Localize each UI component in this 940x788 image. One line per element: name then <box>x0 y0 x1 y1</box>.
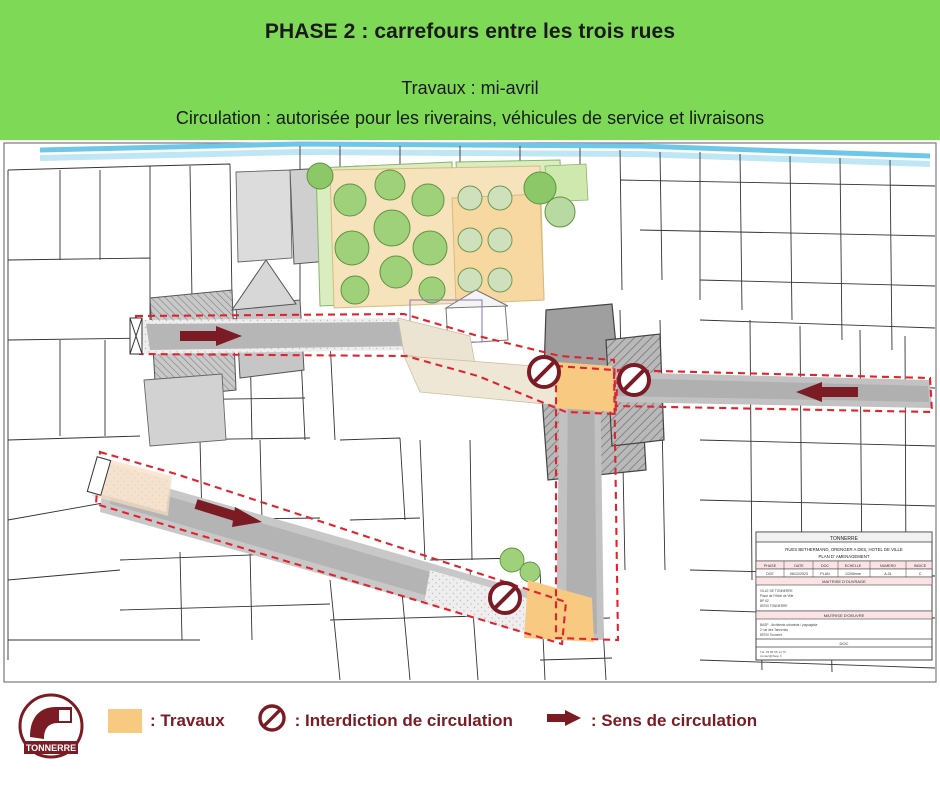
svg-text:2 rue des Tanneries: 2 rue des Tanneries <box>760 628 788 632</box>
svg-text:DCE: DCE <box>766 572 774 576</box>
no-entry-marker-3 <box>490 583 520 613</box>
legend-items <box>108 703 789 738</box>
svg-text:PLAN: PLAN <box>820 572 830 576</box>
svg-text:BP 62: BP 62 <box>760 599 769 603</box>
tonnerre-logo <box>18 693 84 759</box>
svg-text:INDICE: INDICE <box>913 564 927 568</box>
svg-text:BASP - Architecte-urbaniste /: BASP - Architecte-urbaniste / paysagiste <box>760 623 818 627</box>
no-entry-icon <box>257 703 287 738</box>
svg-text:A-01: A-01 <box>884 572 892 576</box>
svg-text:MAITRISE D'OUVRAGE: MAITRISE D'OUVRAGE <box>822 579 866 584</box>
legend-item-interdiction <box>257 703 513 738</box>
page-title: PHASE 2 : carrefours entre les trois rues <box>264 20 676 43</box>
svg-text:89700 TONNERRE: 89700 TONNERRE <box>760 604 788 608</box>
svg-text:RUES BETHERMAND, ORENGER A DES: RUES BETHERMAND, ORENGER A DES, HOTEL DE VILLE <box>785 547 903 552</box>
svg-text:MAITRISE D'OEUVRE: MAITRISE D'OEUVRE <box>823 613 865 618</box>
svg-text:VILLE DE TONNERRE: VILLE DE TONNERRE <box>760 589 793 593</box>
legend-item-sens <box>545 707 757 734</box>
svg-text:Place de l'Hôtel de Ville: Place de l'Hôtel de Ville <box>760 594 794 598</box>
svg-text:Tél. 03 86 55 14 75: Tél. 03 86 55 14 75 <box>760 650 786 654</box>
svg-text:06/12/2023: 06/12/2023 <box>790 572 808 576</box>
legend-label-travaux: : Travaux <box>150 710 225 730</box>
arrow-icon <box>545 707 583 734</box>
works-swatch-icon <box>108 709 142 733</box>
svg-text:89700 Tonnerre: 89700 Tonnerre <box>760 633 783 637</box>
logo-text: TONNERRE <box>25 743 77 753</box>
svg-text:DOC: DOC <box>821 564 829 568</box>
svg-text:contact@basp.fr: contact@basp.fr <box>760 654 782 658</box>
svg-text:ECHELLE: ECHELLE <box>844 564 862 568</box>
header-banner <box>0 0 940 140</box>
legend-label-sens: : Sens de circulation <box>590 710 758 730</box>
map-container[interactable] <box>0 140 940 685</box>
svg-text:PHASE: PHASE <box>763 564 777 568</box>
svg-text:1/200ème: 1/200ème <box>845 572 861 576</box>
header-traffic-note: Circulation : autorisée pour les riverains, véhicules de service et livraisons <box>175 108 765 128</box>
legend-item-travaux <box>108 709 225 733</box>
svg-text:TONNERRE: TONNERRE <box>830 536 858 542</box>
svg-text:PLAN D' AMENAGEMENT: PLAN D' AMENAGEMENT <box>818 554 870 559</box>
svg-text:C: C <box>918 572 922 576</box>
no-entry-marker-2 <box>619 365 649 395</box>
legend-bar <box>0 685 940 788</box>
svg-text:DOC: DOC <box>839 641 849 646</box>
svg-text:NUMERO: NUMERO <box>880 564 896 568</box>
site-plan <box>0 140 940 685</box>
no-entry-marker-1 <box>529 357 559 387</box>
svg-text:DATE: DATE <box>794 564 804 568</box>
header-works-date: Travaux : mi-avril <box>401 78 539 98</box>
plan-cartouche <box>756 532 932 660</box>
legend-label-interdiction: : Interdiction de circulation <box>294 710 513 730</box>
